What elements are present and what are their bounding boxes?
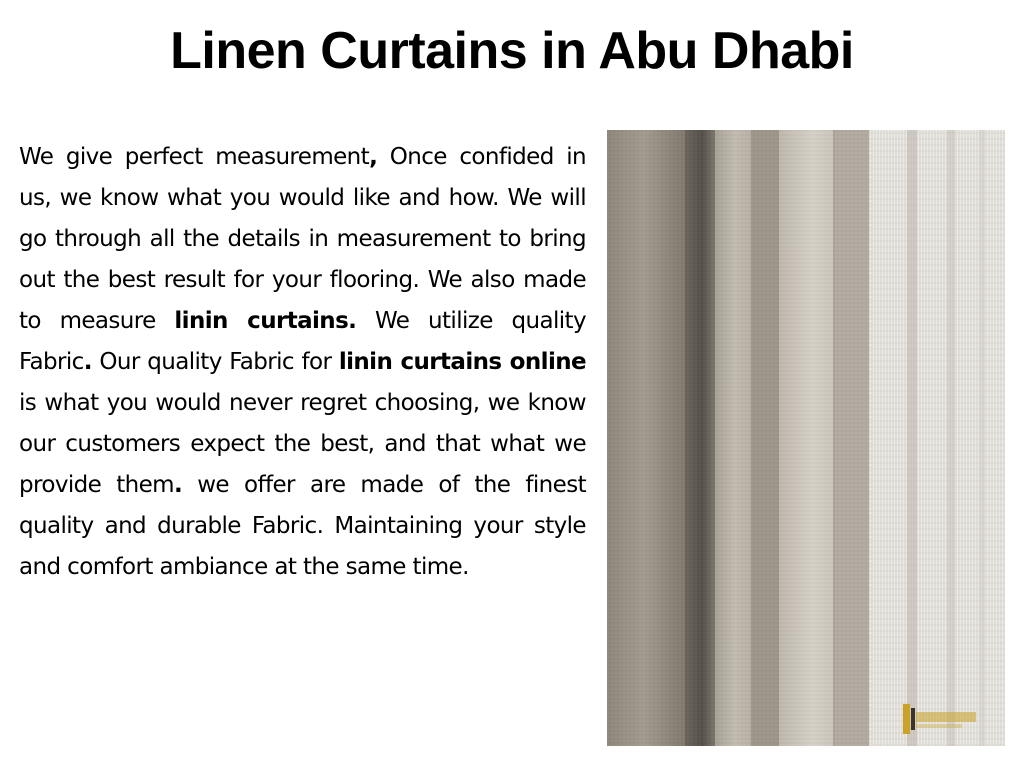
text-run: Our quality Fabric for [91, 349, 339, 375]
text-run: We give perfect measurement [19, 144, 370, 170]
page-title: Linen Curtains in Abu Dhabi [170, 22, 854, 80]
curtain-photo [607, 130, 1005, 746]
keyword-linin-curtains-online: linin curtains online [338, 349, 586, 375]
text-run: we offer are made of the finest quality and durable Fabric. Maintaining your style and comfort ambiance at the same time. [19, 472, 587, 580]
text-run: We utilize quality Fabric [19, 308, 586, 375]
keyword-linin-curtains: linin curtains. [174, 308, 357, 334]
text-run-bold: , [369, 144, 378, 170]
text-run-bold: . [83, 349, 92, 375]
text-run-bold: . [174, 472, 183, 498]
body-paragraph [19, 137, 586, 588]
text-run: is what you would never regret choosing, we know our customers expect the best, and that what we provide them [19, 390, 586, 498]
text-run: Once confided in us, we know what you would like and how. We will go through all the details in measurement to bring out the best result for your flooring. We also made to measure [19, 144, 586, 334]
